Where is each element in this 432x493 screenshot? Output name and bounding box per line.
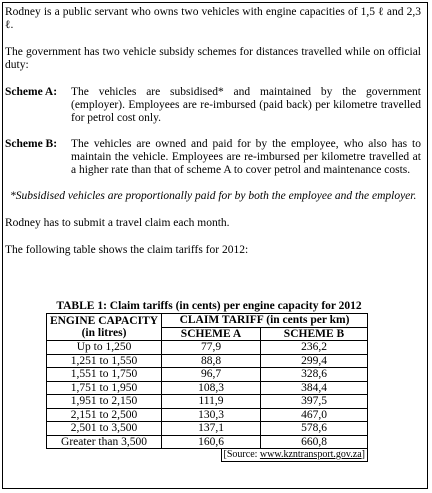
table-row [47,354,368,368]
subsidy-note: *Subsidised vehicles are proportionally paid for by both the employee and the employer. [10,190,417,202]
table-row [47,368,368,382]
intro-paragraph: Rodney is a public servant who owns two vehicles with engine capacities of 1,5 ℓ and 2,3 ℓ. [5,6,421,31]
scheme-b-cell: 236,2 [261,341,368,355]
scheme-b-label: Scheme B: [5,138,58,150]
table-row [47,408,368,422]
tariff-table [46,313,368,449]
capacity-cell: 2,151 to 2,500 [47,408,162,422]
scheme-a-text: The vehicles are subsidised* and maintained by the government (employer). Employees are re-imbursed (paid back) per kilometre travelled for petrol cost only. [71,86,421,124]
capacity-cell: 2,501 to 3,500 [47,422,162,436]
table-row [47,381,368,395]
scheme-b-cell: 660,8 [301,435,327,448]
tariff-table-block [46,300,372,462]
header-scheme-b: SCHEME B [261,327,368,341]
table-title: TABLE 1: Claim tariffs (in cents) per engine capacity for 2012 [56,300,362,312]
scheme-a [5,86,421,125]
capacity-cell: 1,251 to 1,550 [47,354,162,368]
table-source [46,449,368,462]
scheme-a-cell: 88,8 [162,354,261,368]
scheme-b-cell: 328,6 [261,368,368,382]
source-prefix: [Source: [223,449,260,460]
capacity-cell: 1,551 to 1,750 [47,368,162,382]
capacity-cell: Greater than 3,500 [47,435,162,449]
header-scheme-a: SCHEME A [162,327,261,341]
table-row [47,435,368,449]
scheme-a-cell: 96,7 [162,368,261,382]
scheme-b-cell: 397,5 [261,395,368,409]
capacity-cell: 1,951 to 2,150 [47,395,162,409]
scheme-a-cell: 130,3 [162,408,261,422]
claim-paragraph: Rodney has to submit a travel claim each month. [5,217,230,229]
capacity-cell: Up to 1,250 [47,341,162,355]
source-suffix: ] [361,449,365,460]
table-row [47,341,368,355]
scheme-b [5,138,421,177]
document-content [5,6,421,265]
table-row [47,422,368,436]
scheme-a-cell: 77,9 [162,341,261,355]
scheme-a-cell: 137,1 [162,422,261,436]
source-box [221,449,368,462]
scheme-b-cell: 578,6 [261,422,368,436]
scheme-b-cell: 467,0 [261,408,368,422]
capacity-cell: 1,751 to 1,950 [47,381,162,395]
scheme-a-cell: 160,6 [162,435,261,449]
header-claim-tariff: CLAIM TARIFF (in cents per km) [162,314,368,328]
header-engine-capacity: ENGINE CAPACITY (in litres) [47,314,162,341]
scheme-a-label: Scheme A: [5,86,58,98]
scheme-b-cell: 384,4 [261,381,368,395]
scheme-a-cell: 111,9 [162,395,261,409]
government-paragraph: The government has two vehicle subsidy schemes for distances travelled while on official duty: [5,46,421,71]
table-row [47,395,368,409]
scheme-a-cell: 108,3 [162,381,261,395]
table-intro: The following table shows the claim tariffs for 2012: [5,244,249,256]
source-link[interactable]: www.kzntransport.gov.za [259,449,362,460]
scheme-b-text: The vehicles are owned and paid for by the employee, who also has to maintain the vehicle. Employees are re-imbursed per kilometre travelled at a higher rate than that of scheme A to cover petrol and maintenance costs. [71,138,421,176]
scheme-b-cell: 299,4 [261,354,368,368]
